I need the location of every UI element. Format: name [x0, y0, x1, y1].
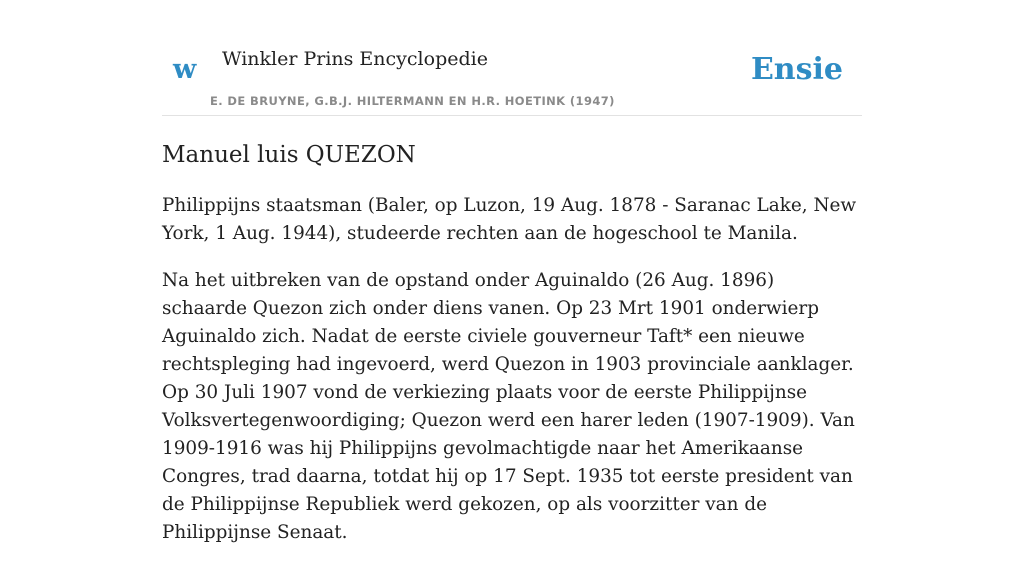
- article-body: [162, 192, 862, 566]
- header-divider: [162, 115, 862, 116]
- publication-title[interactable]: Winkler Prins Encyclopedie: [222, 48, 488, 70]
- article-paragraph: Philippijns staatsman (Baler, op Luzon, 19 Aug. 1878 - Saranac Lake, New York, 1 Aug. 1944), studeerde rechten aan de hogeschool te Manila.: [162, 195, 857, 244]
- publication-authors: E. DE BRUYNE, G.B.J. HILTERMANN EN H.R. HOETINK (1947): [210, 94, 615, 108]
- article-title: Manuel luis QUEZON: [162, 142, 416, 168]
- article-paragraph: Na het uitbreken van de opstand onder Aguinaldo (26 Aug. 1896) schaarde Quezon zich onder diens vanen. Op 23 Mrt 1901 onderwierp Aguinaldo zich. Nadat de eerste civiele gouverneur Taft* een nieuwe rechtspleging had ingevoerd, werd Quezon in 1903 provinciale aanklager. Op 30 Juli 1907 vond de verkiezing plaats voor de eerste Philippijnse Volksvertegenwoordiging; Quezon werd een harer leden (1907-1909). Van 1909-1916 was hij Philippijns gevolmachtigde naar het Amerikaanse Congres, trad daarna, totdat hij op 17 Sept. 1935 tot eerste president van de Philippijnse Republiek werd gekozen, op als voorzitter van de Philippijnse Senaat.: [162, 270, 855, 543]
- winkler-prins-logo[interactable]: w: [173, 54, 197, 85]
- ensie-logo[interactable]: Ensie: [750, 52, 843, 87]
